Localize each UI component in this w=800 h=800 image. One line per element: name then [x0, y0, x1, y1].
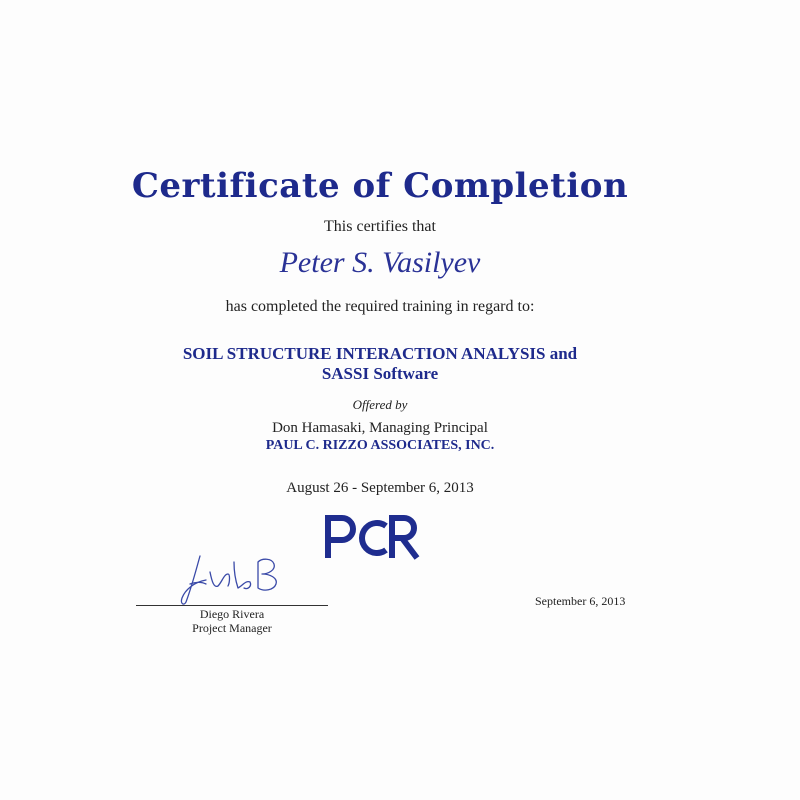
certifies-text: This certifies that — [324, 218, 436, 235]
signature-icon — [176, 552, 296, 610]
signer-title: Project Manager — [192, 621, 272, 635]
course-title-line-2: SASSI Software — [321, 364, 439, 383]
recipient-name: Peter S. Vasilyev — [279, 246, 481, 279]
training-dates: August 26 - September 6, 2013 — [286, 480, 474, 496]
offerer-name: Don Hamasaki, Managing Principal — [272, 420, 488, 436]
certificate-title: Certificate of Completion — [131, 166, 629, 206]
offered-by-label: Offered by — [352, 397, 408, 412]
signer-name: Diego Rivera — [199, 607, 265, 621]
course-title-line-1: SOIL STRUCTURE INTERACTION ANALYSIS and — [182, 344, 578, 363]
company-name: PAUL C. RIZZO ASSOCIATES, INC. — [265, 438, 495, 453]
signature-line — [136, 605, 328, 606]
course-title — [0, 344, 760, 384]
completed-text: has completed the required training in regard to: — [225, 298, 535, 315]
signature-date: September 6, 2013 — [535, 594, 626, 608]
pcr-logo-icon — [320, 512, 424, 562]
